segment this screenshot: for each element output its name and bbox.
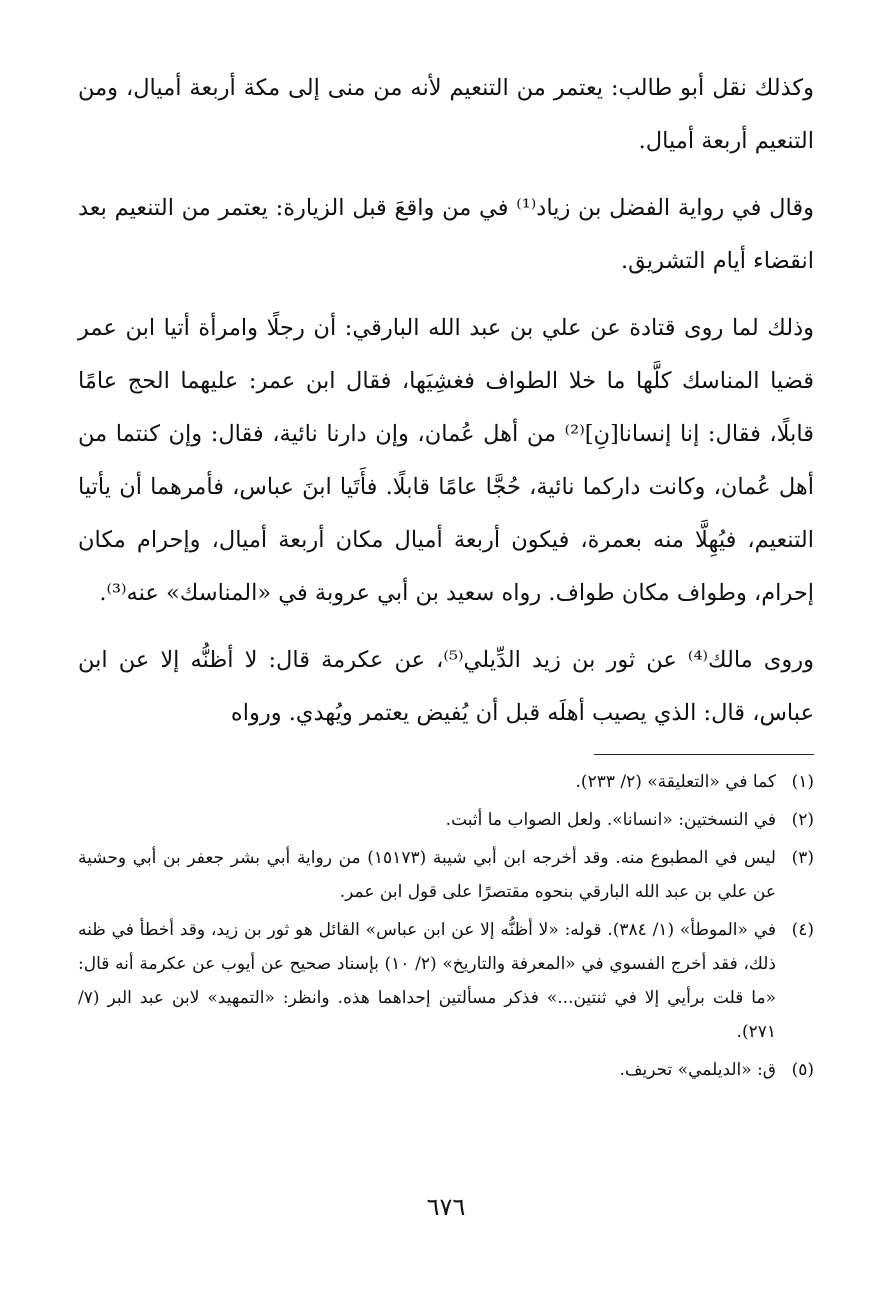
footnote-number: (٢) xyxy=(791,810,814,830)
footnote-text: في «الموطأ» (١/ ٣٨٤). قوله: «لا أظنُّه إلا عن ابن عباس» القائل هو ثور بن زيد، وقد أخطأ في ظنه ذلك، فقد أخرج الفسوي في «المعرفة والتاريخ» (٢/ ١٠) بإسناد صحيح عن أيوب عن عكرمة أنه قال: «ما قلت برأيي إلا في ثنتين...» فذكر مسألتين إحداهما هذه. وانظر: «التمهيد» لابن عبد البر (٧/ ٢٧١). xyxy=(78,920,776,1042)
footnote-item xyxy=(78,913,814,1049)
footnote-number: (٣) xyxy=(791,848,814,868)
page-content xyxy=(78,62,814,1091)
page-number: ٦٧٦ xyxy=(426,1193,466,1221)
footnote-text: كما في «التعليقة» (٢/ ٢٣٣). xyxy=(575,772,776,792)
footnote-divider xyxy=(594,754,814,755)
body-paragraph: وروى مالك⁽⁴⁾ عن ثور بن زيد الدِّيلي⁽⁵⁾، عن عكرمة قال: لا أظنُّه إلا عن ابن عباس، قال: الذي يصيب أهلَه قبل أن يُفيض يعتمر ويُهدي. ورواه xyxy=(78,647,814,726)
body-paragraph: وقال في رواية الفضل بن زياد⁽¹⁾ في من واقعَ قبل الزيارة: يعتمر من التنعيم بعد انقضاء أيام التشريق. xyxy=(78,195,814,274)
footnote-text: في النسختين: «انسانا». ولعل الصواب ما أثبت. xyxy=(445,810,776,830)
body-paragraph: وذلك لما روى قتادة عن علي بن عبد الله البارقي: أن رجلًا وامرأة أتيا ابن عمر قضيا المناسك كلَّها ما خلا الطواف فغشِيَها، فقال ابن عمر: عليهما الحج عامًا قابلًا، فقال: إنا إنسانا[نِ]⁽²⁾ من أهل عُمان، وإن دارنا نائية، فقال: وإن كنتما من أهل عُمان، وكانت داركما نائية، حُجَّا عامًا قابلًا. فأَتَيا ابنَ عباس، فأمرهما أن يأتيا التنعيم، فيُهِلَّا منه بعمرة، فيكون أربعة أميال مكان أربعة أميال، وإحرام مكان إحرام، وطواف مكان طواف. رواه سعيد بن أبي عروبة في «المناسك» عنه⁽³⁾. xyxy=(78,315,814,606)
footnote-item xyxy=(78,765,814,799)
footnote-item xyxy=(78,841,814,909)
footnote-item xyxy=(78,1053,814,1087)
footnote-text: ليس في المطبوع منه. وقد أخرجه ابن أبي شيبة (١٥١٧٣) من رواية أبي بشر جعفر بن أبي وحشية عن علي بن عبد الله البارقي بنحوه مقتصرًا على قول ابن عمر. xyxy=(78,848,776,902)
footnote-number: (٥) xyxy=(791,1060,814,1080)
footnote-number: (٤) xyxy=(791,920,814,940)
footnote-text: ق: «الديلمي» تحريف. xyxy=(619,1060,776,1080)
body-paragraph: وكذلك نقل أبو طالب: يعتمر من التنعيم لأنه من منى إلى مكة أربعة أميال، ومن التنعيم أربعة أميال. xyxy=(78,75,814,154)
footnote-item xyxy=(78,803,814,837)
footnotes xyxy=(78,765,814,1087)
footnote-number: (١) xyxy=(791,772,814,792)
